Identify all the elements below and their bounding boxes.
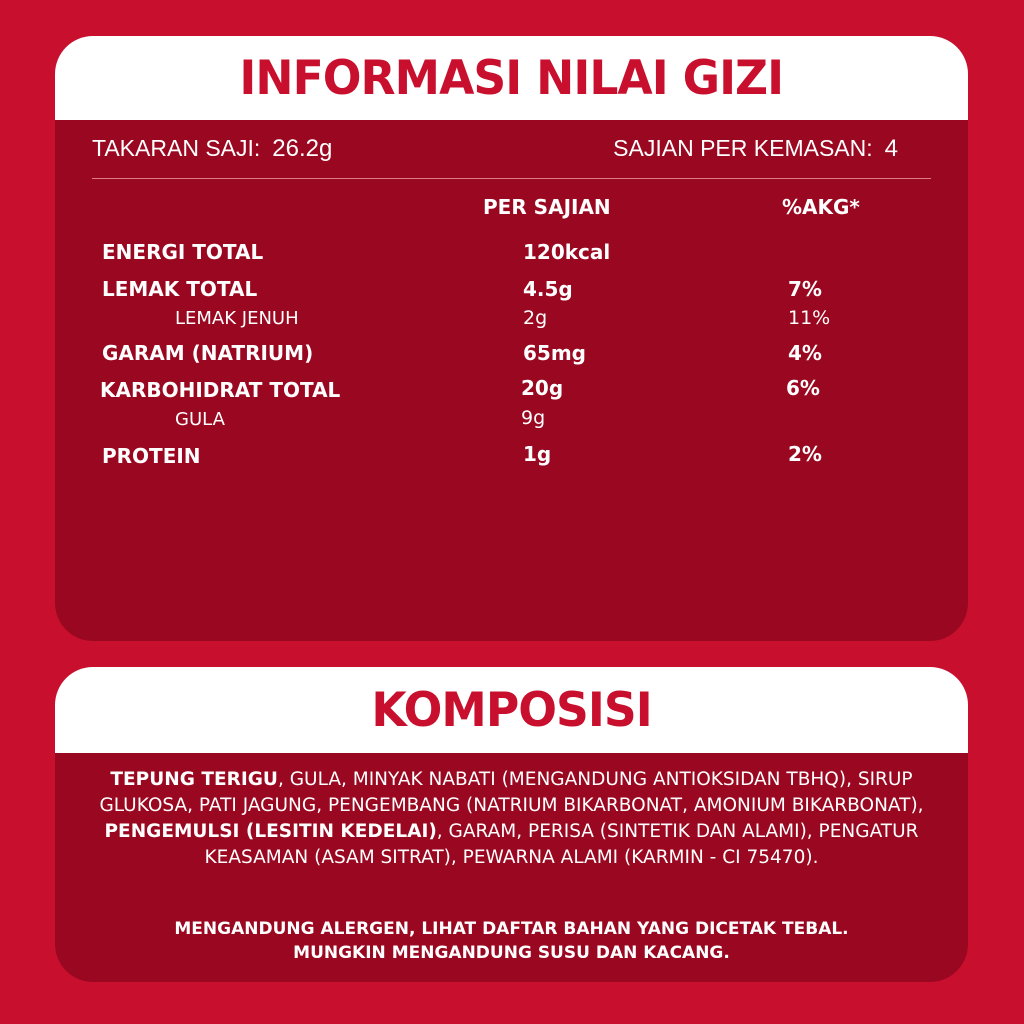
nutrient-akg: 11% <box>788 307 831 329</box>
nutrient-akg: 2% <box>788 442 822 466</box>
serving-size <box>92 135 332 163</box>
serving-size-label: TAKARAN SAJI: <box>92 135 261 161</box>
allergen-warning <box>75 917 948 965</box>
column-header-per-serving: PER SAJIAN <box>483 195 611 219</box>
nutrient-akg: 7% <box>788 277 822 301</box>
nutrient-value: 2g <box>523 307 548 329</box>
nutrient-value: 1g <box>523 442 552 466</box>
divider <box>92 178 931 179</box>
composition-title: KOMPOSISI <box>371 682 652 738</box>
allergen-line: MUNGKIN MENGANDUNG SUSU DAN KACANG. <box>293 943 730 963</box>
nutrient-sub-label: LEMAK JENUH <box>175 308 299 329</box>
nutrient-akg: 4% <box>788 341 822 365</box>
ingredient-bold: PENGEMULSI (LESITIN KEDELAI) <box>104 821 437 842</box>
serving-size-value: 26.2g <box>272 135 333 162</box>
composition-header <box>55 667 968 753</box>
servings-per-pack <box>613 135 898 163</box>
serving-info <box>92 135 898 169</box>
nutrient-value: 120kcal <box>523 240 611 264</box>
column-header-akg: %AKG* <box>782 195 860 219</box>
ingredient-text: , GULA, MINYAK NABATI (MENGANDUNG ANTIOKSIDAN TBHQ), SIRUP GLUKOSA, PATI JAGUNG, PENGEMBANG (NATRIUM BIKARBONAT, AMONIUM BIKARBONAT), <box>99 769 924 816</box>
ingredient-bold: TEPUNG TERIGU <box>110 769 278 790</box>
nutrient-value: 4.5g <box>523 277 573 301</box>
composition-card <box>55 667 968 982</box>
nutrient-label: ENERGI TOTAL <box>102 240 264 264</box>
nutrition-title: INFORMASI NILAI GIZI <box>239 50 784 106</box>
nutrition-header <box>55 36 968 120</box>
nutrient-label: LEMAK TOTAL <box>102 277 258 301</box>
nutrient-value: 9g <box>521 407 546 429</box>
servings-per-pack-value: 4 <box>884 135 898 162</box>
nutrient-akg: 6% <box>786 376 820 400</box>
ingredient-text: , GARAM, PERISA (SINTETIK DAN ALAMI), PENGATUR KEASAMAN (ASAM SITRAT), PEWARNA ALAMI (KARMIN - CI 75470). <box>204 821 919 868</box>
nutrition-facts-card <box>55 36 968 641</box>
nutrient-value: 65mg <box>523 341 586 365</box>
nutrient-label: KARBOHIDRAT TOTAL <box>100 378 341 402</box>
servings-per-pack-label: SAJIAN PER KEMASAN: <box>613 135 873 161</box>
allergen-line: MENGANDUNG ALERGEN, LIHAT DAFTAR BAHAN YANG DICETAK TEBAL. <box>174 919 849 939</box>
ingredients-text <box>85 767 938 871</box>
nutrient-label: GARAM (NATRIUM) <box>102 341 314 365</box>
nutrient-value: 20g <box>521 376 564 400</box>
nutrient-label: PROTEIN <box>102 444 201 468</box>
nutrient-sub-label: GULA <box>175 409 225 430</box>
